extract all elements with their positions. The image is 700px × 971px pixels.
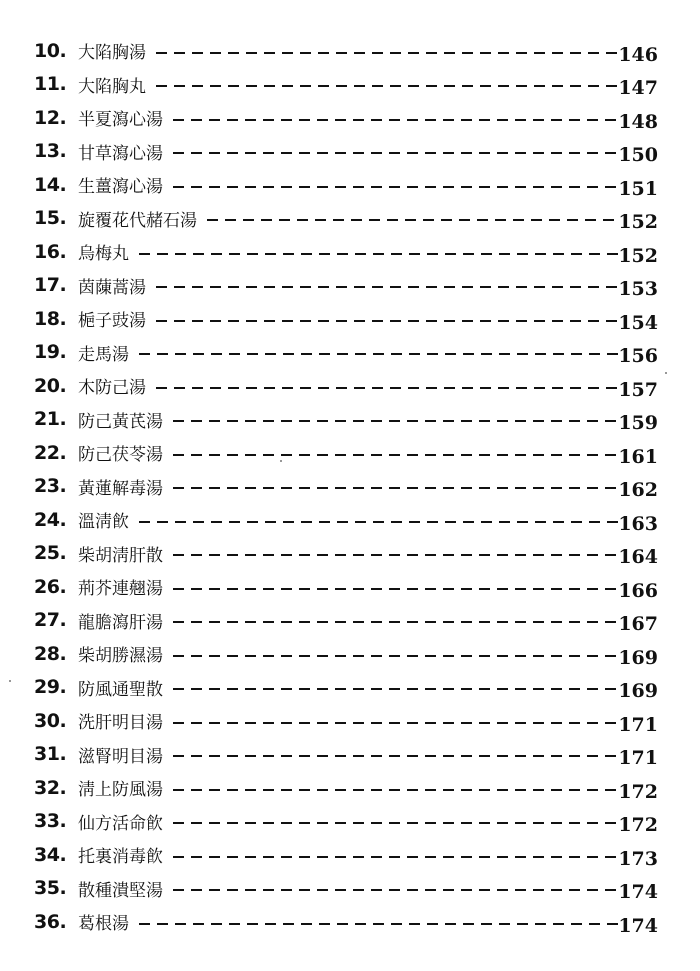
entry-title: 大陷胸湯 bbox=[78, 43, 146, 64]
entry-title: 荊芥連翹湯 bbox=[78, 579, 163, 600]
entry-number: 36. bbox=[34, 910, 67, 933]
entry-page-number: 148 bbox=[618, 110, 658, 133]
dash-leader bbox=[173, 420, 618, 422]
entry-number: 11. bbox=[34, 73, 67, 96]
entry-number: 27. bbox=[34, 609, 67, 632]
toc-entry bbox=[34, 838, 658, 872]
entry-title: 滋腎明目湯 bbox=[78, 746, 163, 767]
dash-leader bbox=[139, 353, 618, 355]
dash-leader bbox=[156, 85, 618, 87]
entry-number: 19. bbox=[34, 341, 67, 364]
toc-entry bbox=[34, 336, 658, 370]
entry-number: 23. bbox=[34, 475, 67, 498]
entry-page-number: 147 bbox=[618, 77, 658, 100]
entry-title: 溫淸飮 bbox=[78, 512, 129, 533]
entry-number: 25. bbox=[34, 542, 67, 565]
entry-title: 生薑瀉心湯 bbox=[78, 177, 163, 198]
dash-leader bbox=[156, 52, 618, 54]
toc-entry bbox=[34, 604, 658, 638]
toc-entry bbox=[34, 771, 658, 805]
entry-number: 16. bbox=[34, 240, 67, 263]
entry-page-number: 151 bbox=[618, 177, 658, 200]
entry-number: 10. bbox=[34, 39, 67, 62]
entry-page-number: 150 bbox=[618, 144, 658, 167]
entry-title: 防風通聖散 bbox=[78, 679, 163, 700]
dash-leader bbox=[173, 722, 618, 724]
toc-entry bbox=[34, 503, 658, 537]
toc-entry bbox=[34, 135, 658, 169]
entry-title: 防己黃芪湯 bbox=[78, 411, 163, 432]
toc-entry bbox=[34, 905, 658, 939]
toc-entry bbox=[34, 738, 658, 772]
dash-leader bbox=[173, 186, 618, 188]
toc-entry bbox=[34, 269, 658, 303]
toc-entry bbox=[34, 68, 658, 102]
entry-page-number: 173 bbox=[618, 847, 658, 870]
entry-number: 12. bbox=[34, 106, 67, 129]
toc-entry bbox=[34, 872, 658, 906]
toc-entry bbox=[34, 570, 658, 604]
dash-leader bbox=[173, 588, 618, 590]
dash-leader bbox=[173, 856, 618, 858]
dash-leader bbox=[156, 286, 618, 288]
entry-page-number: 152 bbox=[618, 211, 658, 234]
entry-number: 21. bbox=[34, 408, 67, 431]
toc-entry bbox=[34, 470, 658, 504]
toc-entry bbox=[34, 101, 658, 135]
entry-page-number: 172 bbox=[618, 814, 658, 837]
toc-entry bbox=[34, 671, 658, 705]
entry-number: 29. bbox=[34, 676, 67, 699]
toc-entry bbox=[34, 403, 658, 437]
scan-speck bbox=[9, 680, 11, 682]
toc-entry bbox=[34, 302, 658, 336]
entry-page-number: 169 bbox=[618, 646, 658, 669]
entry-page-number: 167 bbox=[618, 613, 658, 636]
dash-leader bbox=[156, 387, 618, 389]
toc-entry bbox=[34, 168, 658, 202]
entry-page-number: 146 bbox=[618, 43, 658, 66]
entry-page-number: 171 bbox=[618, 713, 658, 736]
entry-page-number: 156 bbox=[618, 345, 658, 368]
toc-entry bbox=[34, 202, 658, 236]
dash-leader bbox=[173, 487, 618, 489]
entry-page-number: 174 bbox=[618, 881, 658, 904]
entry-title: 梔子豉湯 bbox=[78, 311, 146, 332]
dash-leader bbox=[173, 152, 618, 154]
entry-page-number: 171 bbox=[618, 747, 658, 770]
entry-title: 洗肝明目湯 bbox=[78, 713, 163, 734]
entry-title: 柴胡勝濕湯 bbox=[78, 646, 163, 667]
scan-speck bbox=[280, 460, 282, 462]
dash-leader bbox=[173, 688, 618, 690]
entry-title: 散種潰堅湯 bbox=[78, 880, 163, 901]
toc-entry bbox=[34, 235, 658, 269]
toc-entry bbox=[34, 34, 658, 68]
entry-number: 35. bbox=[34, 877, 67, 900]
dash-leader bbox=[139, 253, 618, 255]
entry-title: 烏梅丸 bbox=[78, 244, 129, 265]
entry-title: 淸上防風湯 bbox=[78, 780, 163, 801]
toc-entry bbox=[34, 805, 658, 839]
entry-page-number: 161 bbox=[618, 445, 658, 468]
toc-entry bbox=[34, 637, 658, 671]
dash-leader bbox=[173, 119, 618, 121]
entry-number: 26. bbox=[34, 575, 67, 598]
entry-page-number: 153 bbox=[618, 278, 658, 301]
dash-leader bbox=[173, 889, 618, 891]
entry-title: 茵蔯蒿湯 bbox=[78, 277, 146, 298]
dash-leader bbox=[173, 822, 618, 824]
dash-leader bbox=[156, 320, 618, 322]
entry-title: 柴胡淸肝散 bbox=[78, 545, 163, 566]
entry-title: 木防己湯 bbox=[78, 378, 146, 399]
entry-number: 20. bbox=[34, 374, 67, 397]
dash-leader bbox=[139, 923, 618, 925]
entry-number: 31. bbox=[34, 743, 67, 766]
toc-entry bbox=[34, 436, 658, 470]
entry-page-number: 174 bbox=[618, 914, 658, 937]
entry-page-number: 164 bbox=[618, 546, 658, 569]
entry-number: 34. bbox=[34, 843, 67, 866]
dash-leader bbox=[173, 789, 618, 791]
entry-title: 走馬湯 bbox=[78, 344, 129, 365]
entry-title: 大陷胸丸 bbox=[78, 76, 146, 97]
entry-title: 甘草瀉心湯 bbox=[78, 143, 163, 164]
entry-page-number: 154 bbox=[618, 311, 658, 334]
scan-speck bbox=[665, 372, 667, 374]
entry-number: 17. bbox=[34, 274, 67, 297]
dash-leader bbox=[173, 655, 618, 657]
entry-title: 仙方活命飮 bbox=[78, 813, 163, 834]
dash-leader bbox=[207, 219, 618, 221]
entry-page-number: 162 bbox=[618, 479, 658, 502]
entry-page-number: 157 bbox=[618, 378, 658, 401]
entry-number: 14. bbox=[34, 173, 67, 196]
entry-page-number: 163 bbox=[618, 512, 658, 535]
table-of-contents bbox=[34, 34, 658, 939]
toc-entry bbox=[34, 537, 658, 571]
entry-page-number: 159 bbox=[618, 412, 658, 435]
entry-title: 半夏瀉心湯 bbox=[78, 110, 163, 131]
toc-entry bbox=[34, 369, 658, 403]
entry-title: 旋覆花代赭石湯 bbox=[78, 210, 197, 231]
entry-number: 13. bbox=[34, 140, 67, 163]
entry-number: 33. bbox=[34, 810, 67, 833]
dash-leader bbox=[139, 521, 618, 523]
dash-leader bbox=[173, 454, 618, 456]
entry-title: 托裏消毒飮 bbox=[78, 847, 163, 868]
entry-number: 30. bbox=[34, 709, 67, 732]
entry-page-number: 169 bbox=[618, 680, 658, 703]
entry-number: 18. bbox=[34, 307, 67, 330]
entry-title: 黃蓮解毒湯 bbox=[78, 478, 163, 499]
entry-page-number: 166 bbox=[618, 579, 658, 602]
entry-number: 22. bbox=[34, 441, 67, 464]
entry-page-number: 152 bbox=[618, 244, 658, 267]
entry-title: 葛根湯 bbox=[78, 914, 129, 935]
entry-number: 15. bbox=[34, 207, 67, 230]
entry-page-number: 172 bbox=[618, 780, 658, 803]
dash-leader bbox=[173, 621, 618, 623]
dash-leader bbox=[173, 755, 618, 757]
entry-number: 28. bbox=[34, 642, 67, 665]
dash-leader bbox=[173, 554, 618, 556]
entry-number: 32. bbox=[34, 776, 67, 799]
entry-number: 24. bbox=[34, 508, 67, 531]
entry-title: 龍膽瀉肝湯 bbox=[78, 612, 163, 633]
entry-title: 防己茯苓湯 bbox=[78, 445, 163, 466]
toc-entry bbox=[34, 704, 658, 738]
